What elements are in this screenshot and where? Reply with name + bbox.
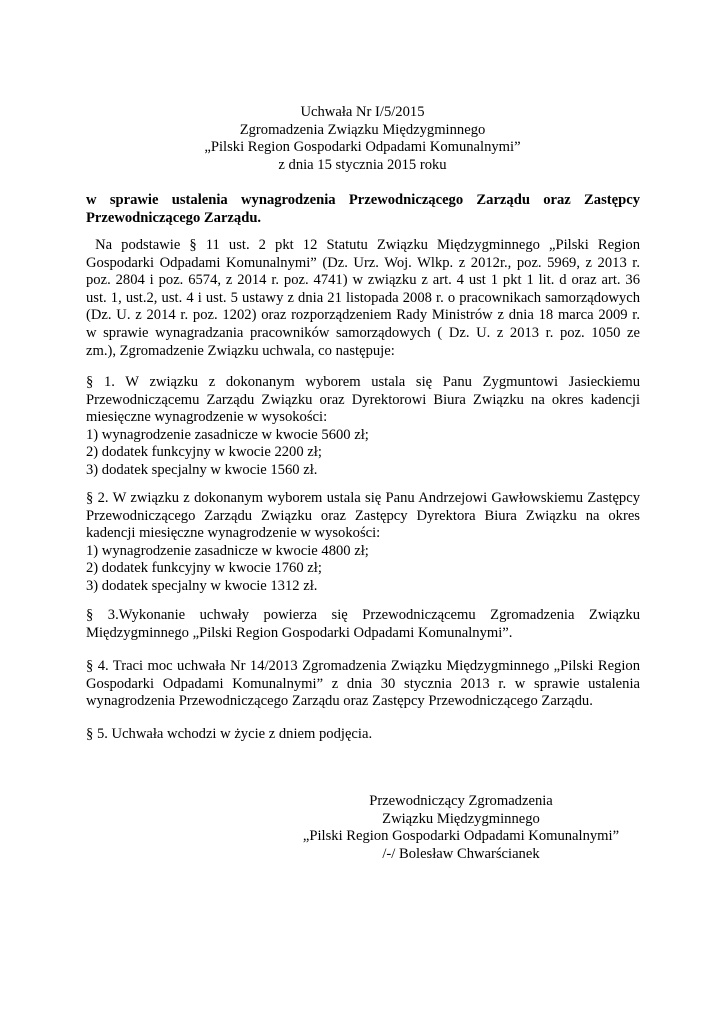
preamble-paragraph xyxy=(86,237,640,360)
section-2-line: § 2. W związku z dokonanym wyborem ustala się Panu Andrzejowi Gawłowskiemu Zastępcy xyxy=(86,490,640,506)
signatory-title: Przewodniczący Zgromadzenia xyxy=(369,793,553,809)
resolution-header xyxy=(0,104,725,174)
list-item: 1) wynagrodzenie zasadnicze w kwocie 5600 zł; xyxy=(86,426,369,443)
preamble-line: (Dz. U. z 2014 r. poz. 1202) oraz rozporządzeniem Rady Ministrów z dnia 18 marca 2009 r. xyxy=(86,307,640,324)
section-5 xyxy=(86,726,640,744)
issuing-body: Zgromadzenia Związku Międzygminnego xyxy=(239,121,486,138)
preamble-line: Na podstawie § 11 ust. 2 pkt 12 Statutu Związku Międzygminnego „Pilski Region xyxy=(86,237,640,253)
resolution-date: z dnia 15 stycznia 2015 roku xyxy=(278,156,447,173)
resolution-number: Uchwała Nr I/5/2015 xyxy=(300,104,425,120)
section-1-line: miesięczne wynagrodzenie w wysokości: xyxy=(86,409,328,426)
section-2 xyxy=(86,490,640,596)
resolution-subject xyxy=(86,192,640,227)
section-1 xyxy=(86,374,640,480)
list-item: 2) dodatek funkcyjny w kwocie 1760 zł; xyxy=(86,560,322,577)
section-4-line: Gospodarki Odpadami Komunalnymi” z dnia 30 stycznia 2013 r. w sprawie ustalenia xyxy=(86,675,640,692)
signatory-body: Związku Międzygminnego xyxy=(382,810,540,827)
preamble-line: Gospodarki Odpadami Komunalnymi” (Dz. Urz. Woj. Wlkp. z 2012r., poz. 5969, z 2013 r. xyxy=(86,254,640,271)
section-3-line: Międzygminnego „Pilski Region Gospodarki Odpadami Komunalnymi”. xyxy=(86,624,513,641)
signature-block xyxy=(300,793,622,863)
section-5-line: § 5. Uchwała wchodzi w życie z dniem podjęcia. xyxy=(86,726,373,742)
section-1-line: Przewodniczącemu Zarządu Związku oraz Dyrektorowi Biura Związku na okres kadencji xyxy=(86,391,640,408)
organization-name: „Pilski Region Gospodarki Odpadami Komunalnymi” xyxy=(204,139,521,156)
preamble-line: w sprawie wynagradzania pracowników samorządowych ( Dz. U. z 2013 r. poz. 1050 ze xyxy=(86,324,640,341)
signatory-organization: „Pilski Region Gospodarki Odpadami Komunalnymi” xyxy=(302,828,620,845)
section-2-line: Przewodniczącego Zarządu Związku oraz Zastępcy Dyrektora Biura Związku na okres xyxy=(86,507,640,524)
list-item: 2) dodatek funkcyjny w kwocie 2200 zł; xyxy=(86,444,322,461)
section-3-line: § 3.Wykonanie uchwały powierza się Przewodniczącemu Zgromadzenia Związku xyxy=(86,607,640,623)
subject-line: w sprawie ustalenia wynagrodzenia Przewodniczącego Zarządu oraz Zastępcy xyxy=(86,192,640,208)
section-4-line: wynagrodzenia Przewodniczącego Zarządu oraz Zastępcy Przewodniczącego Zarządu. xyxy=(86,693,593,710)
subject-line: Przewodniczącego Zarządu. xyxy=(86,209,262,226)
preamble-line: zm.), Zgromadzenie Związku uchwala, co następuje: xyxy=(86,342,395,359)
signatory-name: /-/ Bolesław Chwarścianek xyxy=(382,845,540,862)
preamble-line: ust. 1, ust.2, ust. 4 i ust. 5 ustawy z dnia 21 listopada 2008 r. o pracownikach samorządowych xyxy=(86,289,640,306)
preamble-line: poz. 2804 i poz. 6574, z 2014 r. poz. 4741) w związku z art. 4 ust 1 pkt 1 lit. d oraz art. 36 xyxy=(86,272,640,289)
section-4-line: § 4. Traci moc uchwała Nr 14/2013 Zgromadzenia Związku Międzygminnego „Pilski Region xyxy=(86,658,640,674)
list-item: 3) dodatek specjalny w kwocie 1560 zł. xyxy=(86,461,318,478)
list-item: 1) wynagrodzenie zasadnicze w kwocie 4800 zł; xyxy=(86,542,369,559)
section-3 xyxy=(86,607,640,642)
section-1-line: § 1. W związku z dokonanym wyborem ustala się Panu Zygmuntowi Jasieckiemu xyxy=(86,374,640,390)
section-4 xyxy=(86,658,640,711)
section-2-line: kadencji miesięczne wynagrodzenie w wysokości: xyxy=(86,525,381,542)
list-item: 3) dodatek specjalny w kwocie 1312 zł. xyxy=(86,577,318,594)
